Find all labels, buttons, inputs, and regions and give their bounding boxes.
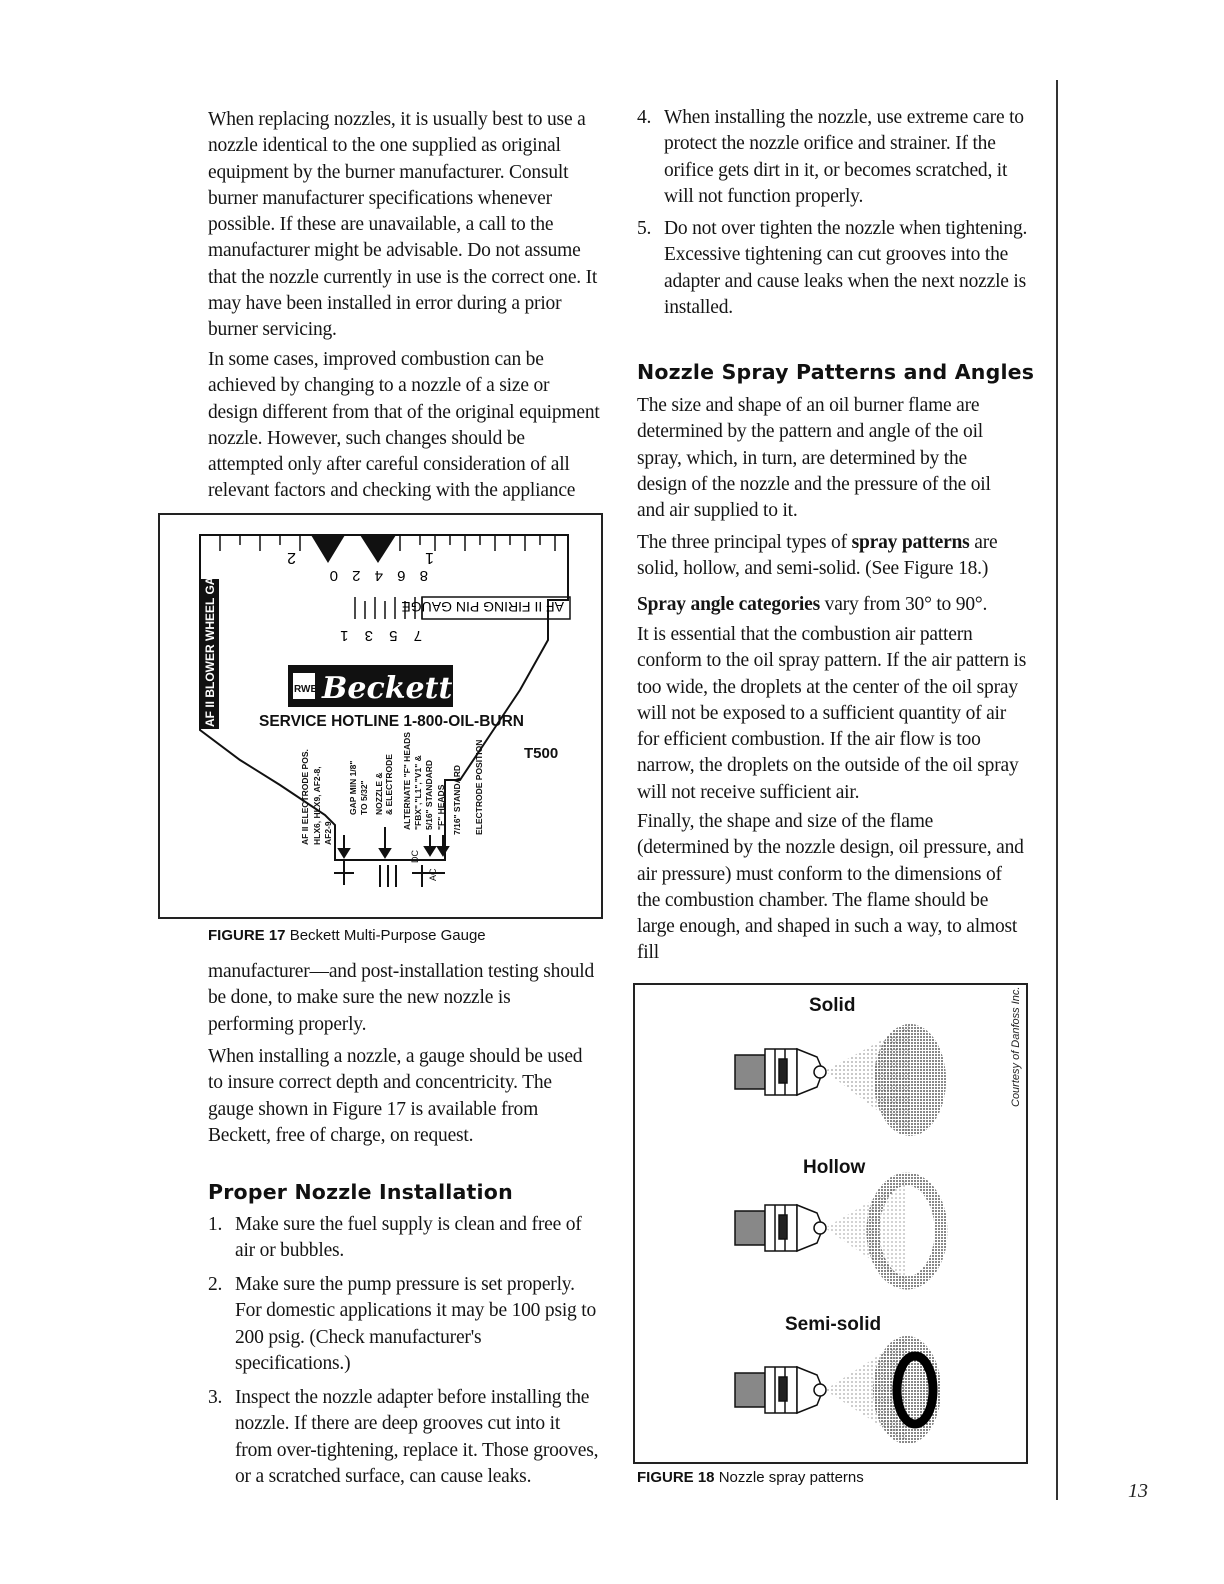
svg-text:GAP MIN 1/8": GAP MIN 1/8" (348, 760, 358, 815)
right-paragraph-2: The three principal types of spray patterns are solid, hollow, and semi-solid. (See Figure 18.) (637, 532, 998, 580)
figure-18-frame (633, 983, 1028, 1464)
svg-text:"FBX","L1","V1" &: "FBX","L1","V1" & (413, 755, 423, 830)
courtesy-credit: Courtesy of Danfoss Inc. (1010, 986, 1022, 1107)
top-mark-2: 2 (287, 549, 296, 566)
hollow-nozzle-icon (735, 1205, 826, 1251)
semi-solid-nozzle-icon (735, 1367, 826, 1413)
svg-text:7/16" STANDARD: 7/16" STANDARD (452, 765, 462, 835)
svg-text:ELECTRODE POSITION: ELECTRODE POSITION (474, 739, 484, 835)
list-item-1-number: 1. (208, 1214, 223, 1235)
list-item-2-number: 2. (208, 1274, 223, 1295)
right-paragraph-5: Finally, the shape and size of the flame (determined by the nozzle design, oil pressure, and air pressure) must conform to the dimensions of the combustion chamber. The flame should be large enough, and shaped in such a way, to almost fill (637, 811, 1024, 964)
svg-text:AF II ELECTRODE POS.: AF II ELECTRODE POS. (300, 749, 310, 845)
firing-pin-label: AF II FIRING PIN GAUGE (401, 599, 564, 615)
position-arrows (339, 827, 448, 857)
right-paragraph-3: Spray angle categories vary from 30° to 90°. (637, 594, 988, 615)
svg-text:"F" HEADS: "F" HEADS (436, 784, 446, 830)
solid-spray (825, 1024, 946, 1136)
solid-nozzle-icon (735, 1049, 826, 1095)
right-paragraph-4: It is essential that the combustion air pattern conform to the oil spray pattern. If the air pattern is too wide, the droplets at the center of the oil spray will not be exposed to a sufficient quantity of air for efficient combustion. If the air flow is too narrow, the droplets on the outside of the oil spray will not receive sufficient air. (637, 624, 1027, 803)
page-number: 13 (1128, 1480, 1148, 1502)
svg-text:AF2-9: AF2-9 (323, 821, 333, 845)
svg-text:TO 5/32": TO 5/32" (359, 780, 369, 815)
list-item-4-number: 4. (637, 107, 652, 128)
list-item-5-number: 5. (637, 218, 652, 239)
svg-text:ALTERNATE "F" HEADS: ALTERNATE "F" HEADS (402, 732, 412, 830)
svg-text:HLX6, HLX9, AF2-8,: HLX6, HLX9, AF2-8, (312, 766, 322, 845)
beckett-gauge-diagram (160, 515, 601, 917)
left-paragraph-3: manufacturer—and post-installation testing should be done, to make sure the new nozzle is performing properly. (208, 961, 595, 1035)
rwb-text: RWB (294, 684, 318, 695)
list-item-5-text: Do not over tighten the nozzle when tightening. Excessive tightening can cut grooves into the adapter and cause leaks when the next nozzle is installed. (664, 218, 1028, 318)
figure-18-caption-text: Nozzle spray patterns (718, 1469, 864, 1486)
heading-nozzle-spray-patterns: Nozzle Spray Patterns and Angles (637, 360, 1035, 384)
figure-18-caption (637, 1469, 864, 1487)
figure-17-label: FIGURE (208, 927, 265, 944)
figure-17-caption-text: Beckett Multi-Purpose Gauge (289, 927, 486, 944)
left-paragraph-1: When replacing nozzles, it is usually best to use a nozzle identical to the one supplied as original equipment by the burner manufacturer. Consult burner manufacturer specifications whenever possible. If these are unavailable, a call to the manufacturer might be advisable. Do not assume that the nozzle currently in use is the correct one. It may have been installed in error during a prior burner servicing. (208, 109, 598, 341)
triangle-mark-right (360, 535, 396, 563)
scale-top-numbers: 8 6 4 2 0 (324, 567, 428, 584)
left-paragraph-4: When installing a nozzle, a gauge should be used to insure correct depth and concentricity. The gauge shown in Figure 17 is available from Beckett, free of charge, on request. (208, 1046, 583, 1146)
vertical-labels (300, 732, 484, 845)
hollow-spray (825, 1179, 941, 1283)
ac-label: AC (428, 868, 438, 881)
label-hollow: Hollow (803, 1157, 866, 1178)
top-mark-1: 1 (425, 549, 434, 566)
right-margin-rule (1056, 80, 1058, 1500)
list-item-2-text: Make sure the pump pressure is set properly. For domestic applications it may be 100 psig to 200 psig. (Check manufacturer's specifications.) (235, 1274, 597, 1374)
svg-text:NOZZLE &: NOZZLE & (374, 772, 384, 815)
figure-17-caption (208, 927, 486, 945)
triangle-mark-left (311, 535, 345, 563)
model-t500: T500 (524, 745, 559, 762)
list-item-1-text: Make sure the fuel supply is clean and free of air or bubbles. (235, 1214, 582, 1262)
service-hotline: SERVICE HOTLINE 1-800-OIL-BURN (259, 713, 524, 730)
nozzle-spray-patterns-diagram (635, 985, 1026, 1462)
figure-17-number: 17 (268, 927, 286, 944)
label-semi-solid: Semi-solid (785, 1314, 882, 1335)
right-paragraph-1: The size and shape of an oil burner flame are determined by the pattern and angle of the oil spray, which, in turn, are determined by the design of the nozzle and the pressure of the oil and air supplied to it. (637, 395, 991, 522)
dc-label: DC (410, 850, 420, 863)
list-item-3-text: Inspect the nozzle adapter before installing the nozzle. If there are deep grooves cut into it from over-tightening, replace it. Those grooves, or a scratched surface, can cause leaks. (235, 1387, 599, 1487)
figure-18-number: 18 (697, 1469, 715, 1486)
left-paragraph-2: In some cases, improved combustion can be achieved by changing to a nozzle of a size or design different from that of the original equipment nozzle. However, such changes should be attempted only after careful consideration of all relevant factors and checking with the appliance (208, 349, 600, 502)
side-label: AF II BLOWER WHEEL GAUGE (203, 550, 217, 727)
beckett-logo-text: Beckett (322, 671, 453, 706)
list-item-4-text: When installing the nozzle, use extreme care to protect the nozzle orifice and strainer. If the orifice gets dirt in it, or becomes scratched, it will not function properly. (664, 107, 1024, 207)
svg-text:5/16" STANDARD: 5/16" STANDARD (424, 760, 434, 830)
list-item-3-number: 3. (208, 1387, 223, 1408)
scale-bottom-numbers: 7 5 3 1 (334, 627, 422, 644)
semi-solid-spray (825, 1336, 941, 1444)
figure-17-frame (158, 513, 603, 919)
figure-18-label: FIGURE (637, 1469, 694, 1486)
svg-text:& ELECTRODE: & ELECTRODE (384, 754, 394, 815)
heading-proper-nozzle-installation: Proper Nozzle Installation (208, 1180, 513, 1204)
label-solid: Solid (809, 995, 856, 1016)
